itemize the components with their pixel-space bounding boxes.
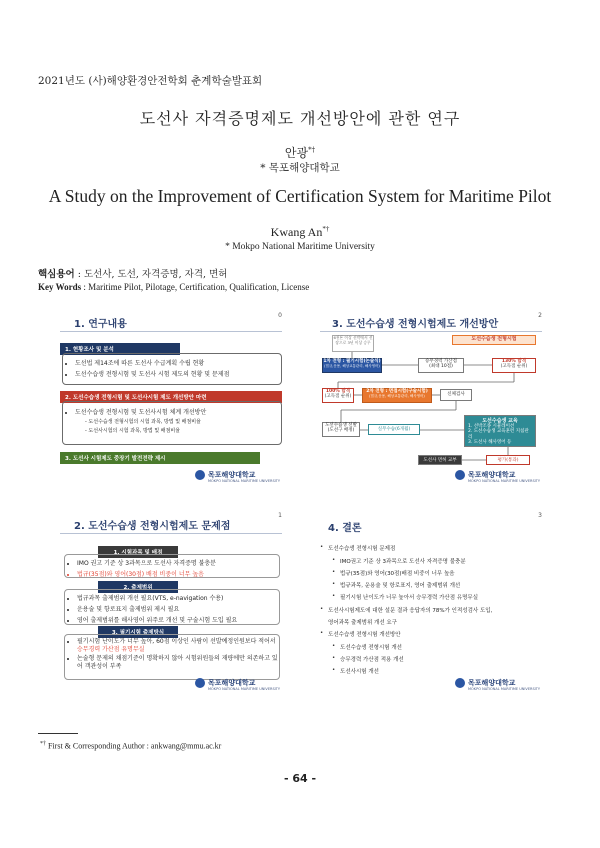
list-item: • 도선수습생 전형시험 및 도선사시험 체계 개선방안 [75, 407, 281, 416]
title-english: A Study on the Improvement of Certification System for Maritime Pilot [48, 186, 552, 206]
slide-title: 3. 도선수습생 전형시험제도 개선방안 [332, 319, 499, 330]
author-mark: *† [308, 146, 316, 154]
university-logo: 목포해양대학교 MOKPO NATIONAL MARITIME UNIVERSITY [195, 470, 280, 483]
logo-icon [455, 678, 465, 688]
evaluation-box: 평가(통과) [486, 455, 530, 465]
section-box [64, 554, 280, 578]
list-item: • IMO 권고 기준 상 3과목으로 도선사 자격증명 불충분 [77, 558, 279, 567]
conclusion-item: • 법규(35점)와 영어(30점)배점 비중이 너무 높음 [318, 569, 544, 577]
conclusion-item: • 필기시험 난이도가 너무 높아서 승무경력 가산점 유명무실 [318, 593, 544, 601]
slide-research-content [54, 310, 286, 488]
list-item: • 법규과목 출제범위 개선 필요(VTS, e-navigation 수용) [77, 593, 279, 602]
step1-box: 1차 전형 : 필기시험(논술식) (법규,운용, 해상교통관리, 해사영어) [322, 358, 382, 373]
footnote-text: First & Corresponding Author : ankwang@mmu.ac.kr [46, 741, 222, 751]
conclusion-item: • IMO권고 기준 상 3과목으로 도선사 자격증명 불충분 [318, 557, 544, 565]
section-header: 2. 도선수습생 전형시험 및 도선사시험 제도 개선방안 마련 [60, 391, 282, 403]
requirement-note: 6천톤 이상 선박에서 선장으로 3년 이상 승무 [332, 335, 374, 352]
career-points-box: 승무경력 가산점 (최대 10점) [418, 358, 464, 373]
conclusion-item: • 법규과목, 운용술 및 항로표지, 영어 출제범위 개선 [318, 581, 544, 589]
title-underline [60, 331, 282, 332]
keywords-english [38, 282, 309, 292]
list-item-highlight: • 법규(35점)와 영어(30점) 배점 비중이 너무 높음 [77, 569, 279, 578]
flow-arrows [314, 310, 546, 488]
sub-list-item: - 도선수습생 전형시험의 시험 과목, 방법 및 배점비율 [85, 419, 201, 425]
university-logo: 목포해양대학교 MOKPO NATIONAL MARITIME UNIVERSITY [195, 678, 280, 691]
edu-item: 2. 도선수습생 교육훈련 지침관리 [468, 429, 529, 440]
author-name-en: Kwang An [270, 225, 323, 239]
conclusion-item: • 도선사시험 개선 [318, 667, 544, 675]
affiliation-korean: * 목포해양대학교 [260, 162, 340, 174]
slide-number: 1 [278, 512, 282, 519]
section-box [62, 401, 282, 445]
affiliation-english: * Mokpo National Maritime University [225, 242, 375, 252]
section-header: 3. 필기시험 출제방식 [98, 626, 178, 638]
slide-number: 0 [278, 312, 282, 319]
title-korean: 도선사 자격증명제도 개선방안에 관한 연구 [139, 109, 461, 128]
section-box [64, 634, 280, 680]
keywords-korean [38, 266, 227, 280]
page-number: - 64 - [283, 772, 317, 785]
keywords-list-en: : Maritime Pilot, Pilotage, Certification, Qualification, License [81, 282, 310, 292]
list-item: • 도선수습생 전형시험 및 도선사 시험 제도의 현황 및 문제점 [75, 369, 281, 378]
conference-name: 2021년도 (사)해양환경안전학회 춘계학술발표회 [38, 75, 263, 87]
exam-label: 도선수습생 전형시험 [452, 335, 536, 345]
author-name: 안광 [284, 146, 309, 160]
physical-exam-box: 신체검사 [440, 389, 472, 401]
step2-box: 2차 전형 : 면접시험(구술시험) (법규,운용, 해상교통관리, 해사영어) [362, 388, 432, 403]
conclusion-item: • 도선수습생 전형시험 개선방안 [318, 630, 544, 638]
section-header: 1. 시험과목 및 배점 [98, 546, 178, 558]
section-header: 3. 도선사 시험제도 중장기 발전전략 제시 [60, 452, 260, 464]
conclusion-list [318, 540, 544, 680]
section-box [64, 589, 280, 625]
sub-list-item: - 도선사시험의 시험 과목, 방법 및 배점비율 [85, 428, 181, 434]
selection-box: 도선수습생 선발 (도선구 배정) [322, 422, 360, 437]
section-box [62, 353, 282, 385]
conclusion-item: 영어과목 출제범위 개선 요구 [328, 620, 398, 627]
conclusion-item: • 도선수습생 전형시험 개선 [318, 643, 544, 651]
pass-100-box: 100% 합격 (고득점 순위) [322, 388, 354, 403]
slide-number: 2 [538, 312, 542, 319]
author-mark-en: *† [322, 225, 330, 233]
slide-number: 3 [538, 512, 542, 519]
university-logo: 목포해양대학교 MOKPO NATIONAL MARITIME UNIVERSITY [455, 470, 540, 483]
license-box: 도선사 면허 교부 [418, 455, 462, 465]
pass-130-box: 130% 합격 (고득점 순위) [492, 358, 536, 373]
footnote-mark: *† [40, 741, 46, 747]
slide-title: 4. 결론 [328, 523, 362, 534]
slide-conclusion [314, 510, 546, 692]
conclusion-item: • 승무경력 가산점 적용 개선 [318, 655, 544, 663]
edu-item: 3. 도선사 해사영어 등 [468, 440, 512, 446]
logo-icon [195, 470, 205, 480]
list-item: • 영어 출제범위를 해사영어 위주로 개선 및 구술시험 도입 필요 [77, 615, 279, 624]
list-item: • 논술형 문제의 채점기준이 명확하지 않아 시험위원들의 재량에만 의존하고 있어 객관성이 부족 [77, 655, 279, 670]
section-header: 1. 현황조사 및 분석 [60, 343, 180, 355]
list-item: • 도선법 제14조에 따른 도선사 수급계획 수립 현황 [75, 358, 281, 367]
slide-exam-problems [54, 510, 286, 692]
author-korean [0, 144, 600, 161]
keywords-label: 핵심용어 [38, 269, 75, 280]
list-item: • 필기시험 난이도가 너무 높아, 60점 이상인 사람이 선발예정인원보다 적어서 승무경력 가산점 유명무실 [77, 638, 279, 653]
title-underline [60, 533, 282, 534]
section-header: 2. 출제범위 [98, 581, 178, 593]
education-box: 도선수습생 교육 1. 선박조종 시뮬레이션 2. 도선수습생 교육훈련 지침관리 3. 도선사 해사영어 등 [464, 415, 536, 447]
slide-title: 2. 도선수습생 전형시험제도 문제점 [74, 521, 231, 532]
conclusion-item: • 도선수습생 전형시험 문제점 [318, 544, 544, 552]
footnote-divider [38, 733, 78, 734]
university-logo: 목포해양대학교 MOKPO NATIONAL MARITIME UNIVERSITY [455, 678, 540, 691]
slide-exam-improvement [314, 310, 546, 488]
keywords-label-en: Key Words [38, 282, 82, 292]
author-english [0, 225, 600, 240]
footnote [40, 741, 221, 751]
logo-icon [455, 470, 465, 480]
training-box: 실무수습(6개월) [368, 424, 420, 435]
slide-title: 1. 연구내용 [74, 319, 127, 330]
keywords-list: : 도선사, 도선, 자격증명, 자격, 면허 [74, 269, 228, 280]
conclusion-item: • 도선사시험제도에 대한 설문 결과 응답자의 78%가 인적성검사 도입, [318, 606, 544, 614]
edu-item: 1. 선박조종 시뮬레이션 [468, 424, 515, 429]
logo-icon [195, 678, 205, 688]
list-item: • 운용술 및 항로표지 출제범위 제시 필요 [77, 604, 279, 613]
